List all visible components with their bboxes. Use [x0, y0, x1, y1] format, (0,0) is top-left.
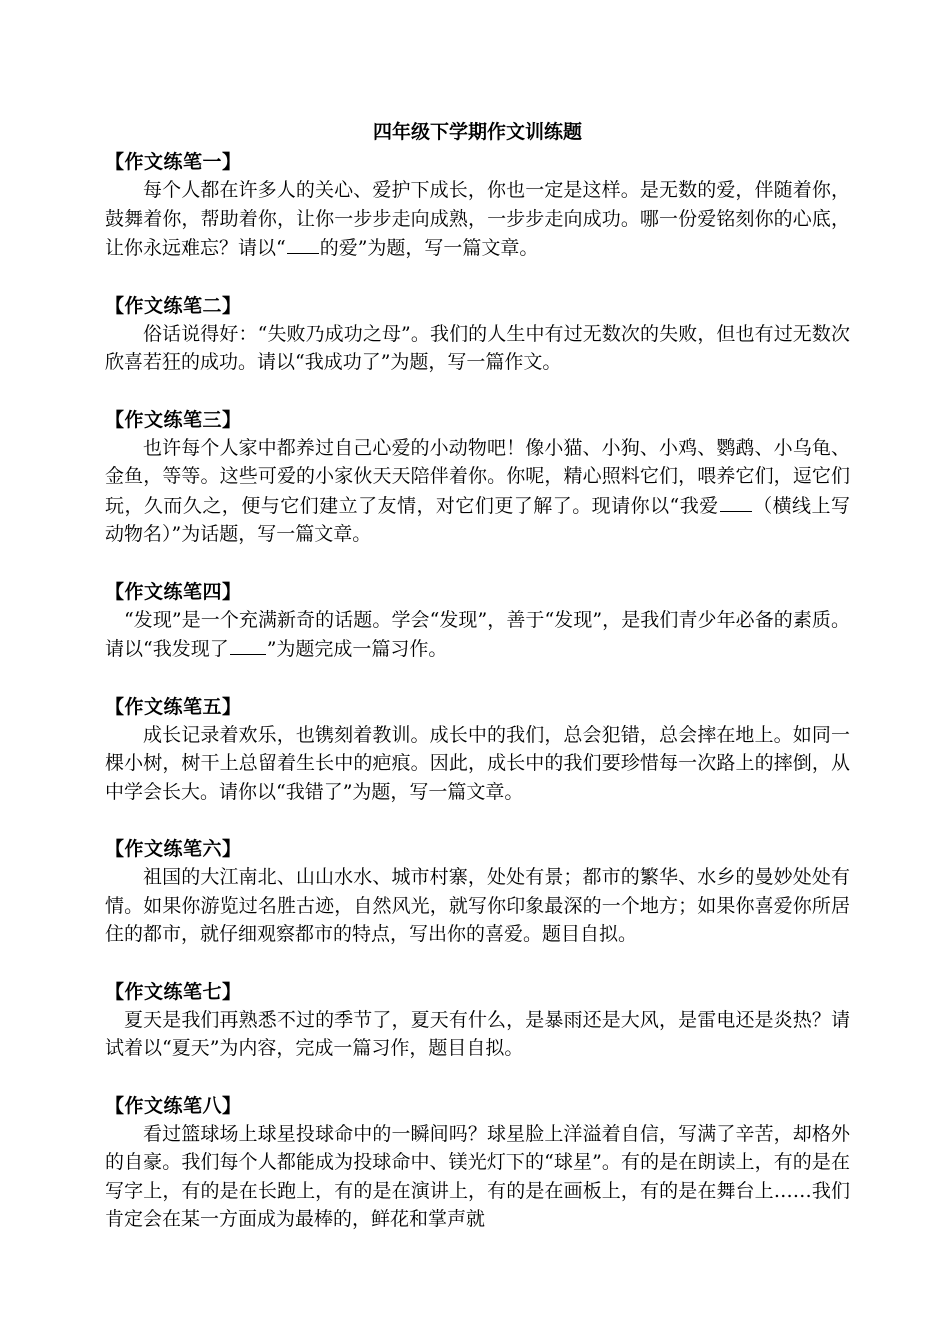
- section-body: 俗话说得好：“失败乃成功之母”。我们的人生中有过无数次的失败，但也有过无数次欣喜若狂的成功。请以“我成功了”为题，写一篇作文。: [105, 322, 850, 373]
- document-title: 四年级下学期作文训练题: [372, 121, 582, 143]
- fill-in-blank: [720, 491, 752, 512]
- section-body: 祖国的大江南北、山山水水、城市村寨，处处有景；都市的繁华、水乡的曼妙处处有情。如果你游览过名胜古迹，自然风光，就写你印象最深的一个地方；如果你喜爱你所居住的都市，就仔细观察都市的特点，写出你的喜爱。题目自拟。: [105, 866, 850, 945]
- section-body: [105, 434, 850, 549]
- section-heading: 【作文练笔二】: [105, 294, 242, 317]
- section-body: 成长记录着欢乐，也镌刻着教训。成长中的我们，总会犯错，总会摔在地上。如同一棵小树，树干上总留着生长中的疤痕。因此，成长中的我们要珍惜每一次路上的摔倒，从中学会长大。请你以“我错了”为题，写一篇文章。: [105, 723, 850, 803]
- section-body: [105, 606, 850, 664]
- section-7: [105, 978, 850, 1063]
- section-heading: 【作文练笔一】: [105, 151, 242, 173]
- section-6: [105, 835, 850, 949]
- section-2: [105, 292, 850, 377]
- section-text: “发现”是一个充满新奇的话题。学会“发现”，善于“发现”，是我们青少年必备的素质。请以“我发现了: [105, 608, 850, 660]
- fill-in-blank: [287, 233, 319, 254]
- section-text: 的爱”为题，写一篇文章。: [319, 237, 539, 259]
- section-5: [105, 693, 850, 807]
- section-4: [105, 578, 850, 664]
- section-heading: 【作文练笔四】: [105, 580, 242, 603]
- section-8: [105, 1092, 850, 1234]
- section-text: （横线上写动物名）”为话题，写一篇文章。: [105, 494, 850, 545]
- section-heading: 【作文练笔七】: [105, 980, 242, 1003]
- section-1: [105, 148, 850, 263]
- section-heading: 【作文练笔五】: [105, 695, 242, 718]
- section-text: 也许每个人家中都养过自己心爱的小动物吧！像小猫、小狗、小鸡、鹦鹉、小乌龟、金鱼，等等。这些可爱的小家伙天天陪伴着你。你呢，精心照料它们，喂养它们，逗它们玩，久而久之，便与它们建立了友情，对它们更了解了。现请你以“我爱: [105, 436, 850, 517]
- section-body: 看过篮球场上球星投球命中的一瞬间吗？球星脸上洋溢着自信，写满了辛苦，却格外的自豪。我们每个人都能成为投球命中、镁光灯下的“球星”。有的是在朗读上，有的是在写字上，有的是在长跑上，有的是在演讲上，有的是在画板上，有的是在舞台上……我们肯定会在某一方面成为最棒的，鲜花和掌声就: [105, 1122, 850, 1230]
- section-heading: 【作文练笔三】: [105, 408, 242, 431]
- section-text: 每个人都在许多人的关心、爱护下成长，你也一定是这样。是无数的爱，伴随着你，鼓舞着你，帮助着你，让你一步步走向成熟，一步步走向成功。哪一份爱铭刻你的心底，让你永远难忘？请以“: [105, 179, 850, 259]
- section-heading: 【作文练笔六】: [105, 838, 242, 860]
- section-heading: 【作文练笔八】: [105, 1094, 242, 1117]
- section-3: [105, 406, 850, 549]
- section-body: 夏天是我们再熟悉不过的季节了，夏天有什么，是暴雨还是大风，是雷电还是炎热？请试着以“夏天”为内容，完成一篇习作，题目自拟。: [105, 1008, 850, 1059]
- fill-in-blank: [230, 634, 266, 655]
- section-text: ”为题完成一篇习作。: [266, 638, 448, 660]
- document-page: [105, 118, 850, 1263]
- section-body: [105, 176, 850, 263]
